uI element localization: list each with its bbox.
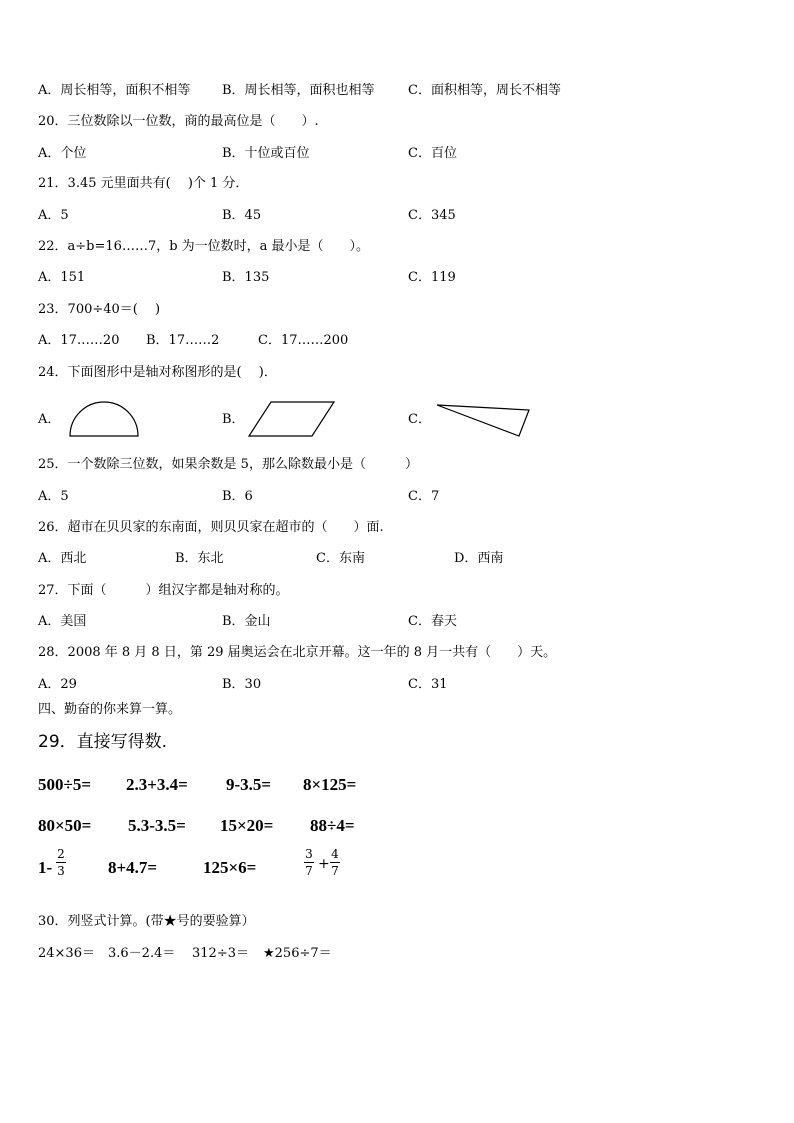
triangle-icon (436, 403, 534, 439)
q29-r3-a-prefix: 1- (38, 858, 53, 877)
q29-r2-item-1: 80×50= (38, 816, 92, 835)
q26-stem: 26．超市在贝贝家的东南面，则贝贝家在超市的（ ）面. (38, 520, 384, 535)
q29-r3-d-fraction-2 (330, 847, 340, 878)
fraction-numerator: 2 (57, 847, 65, 861)
q26-option-c: C．东南 (316, 551, 365, 566)
q28-option-c: C．31 (408, 677, 448, 692)
q20-option-a: A．个位 (38, 146, 87, 161)
q21-option-b: B．45 (222, 208, 262, 223)
q20-stem: 20．三位数除以一位数，商的最高位是（ ）. (38, 114, 319, 129)
q23-option-b: B．17……2 (146, 333, 220, 348)
parallelogram-icon (248, 400, 338, 438)
q29-r1-item-4: 8×125= (303, 775, 357, 794)
q29-r1-item-3: 9-3.5= (226, 775, 272, 794)
q21-option-c: C．345 (408, 208, 456, 223)
q24-option-c: C． (408, 412, 431, 427)
q27-option-a: A．美国 (38, 614, 87, 629)
q22-option-a: A．151 (38, 270, 86, 285)
q25-option-b: B．6 (222, 489, 253, 504)
q24-option-a: A． (38, 412, 61, 427)
q22-option-c: C．119 (408, 270, 456, 285)
q29-title: 29．直接写得数. (38, 732, 168, 752)
q29-r1-item-1: 500÷5= (38, 775, 92, 794)
q26-option-b: B．东北 (175, 551, 224, 566)
q23-stem: 23．700÷40＝( ) (38, 302, 161, 317)
semicircle-icon (68, 400, 140, 438)
q22-stem: 22．a÷b=16……7，b 为一位数时，a 最小是（ ）。 (38, 239, 370, 254)
fraction-denominator: 7 (331, 864, 339, 878)
q29-r1-item-2: 2.3+3.4= (126, 775, 188, 794)
q25-stem: 25．一个数除三位数，如果余数是 5，那么除数最小是（ ） (38, 457, 418, 472)
q27-option-c: C．春天 (408, 614, 457, 629)
q29-r3-item-b: 8+4.7= (108, 858, 158, 877)
q28-stem: 28．2008 年 8 月 8 日，第 29 届奥运会在北京开幕。这一年的 8 月一共有（ ）天。 (38, 645, 557, 660)
q30-item-3: 312÷3＝ (192, 946, 249, 961)
q29-r3-item-c: 125×6= (203, 858, 257, 877)
q30-title: 30．列竖式计算。(带★号的要验算） (38, 914, 255, 929)
fraction-numerator: 3 (305, 847, 313, 861)
q19-option-c: C．面积相等，周长不相等 (408, 83, 561, 98)
q29-r2-item-2: 5.3-3.5= (128, 816, 186, 835)
q19-option-a: A．周长相等，面积不相等 (38, 83, 191, 98)
q26-option-a: A．西北 (38, 551, 87, 566)
q29-r3-d-operator: + (318, 856, 330, 872)
q30-item-1: 24×36＝ (38, 946, 95, 961)
q24-option-b: B． (222, 412, 245, 427)
q19-option-b: B．周长相等，面积也相等 (222, 83, 375, 98)
fraction-numerator: 4 (331, 847, 339, 861)
q23-option-a: A．17……20 (38, 333, 120, 348)
q25-option-c: C．7 (408, 489, 440, 504)
q21-stem: 21．3.45 元里面共有( )个 1 分． (38, 176, 249, 191)
q24-stem: 24．下面图形中是轴对称图形的是( )． (38, 365, 277, 380)
q21-option-a: A．5 (38, 208, 69, 223)
q29-r3-a-fraction (56, 847, 66, 878)
q27-stem: 27．下面（ ）组汉字都是轴对称的。 (38, 583, 289, 598)
fraction-denominator: 3 (57, 864, 65, 878)
q28-option-b: B．30 (222, 677, 262, 692)
q23-option-c: C．17……200 (258, 333, 349, 348)
q28-option-a: A．29 (38, 677, 77, 692)
q30-item-2: 3.6－2.4＝ (108, 946, 176, 961)
q20-option-c: C．百位 (408, 146, 457, 161)
fraction-denominator: 7 (305, 864, 313, 878)
q27-option-b: B．金山 (222, 614, 271, 629)
q25-option-a: A．5 (38, 489, 69, 504)
q26-option-d: D．西南 (454, 551, 504, 566)
q29-r2-item-4: 88÷4= (310, 816, 355, 835)
q30-item-4: ★256÷7＝ (263, 946, 332, 961)
q29-r2-item-3: 15×20= (220, 816, 274, 835)
q22-option-b: B．135 (222, 270, 270, 285)
q20-option-b: B．十位或百位 (222, 146, 310, 161)
q29-r3-d-fraction-1 (304, 847, 314, 878)
section-4-heading: 四、勤奋的你来算一算。 (38, 702, 182, 717)
